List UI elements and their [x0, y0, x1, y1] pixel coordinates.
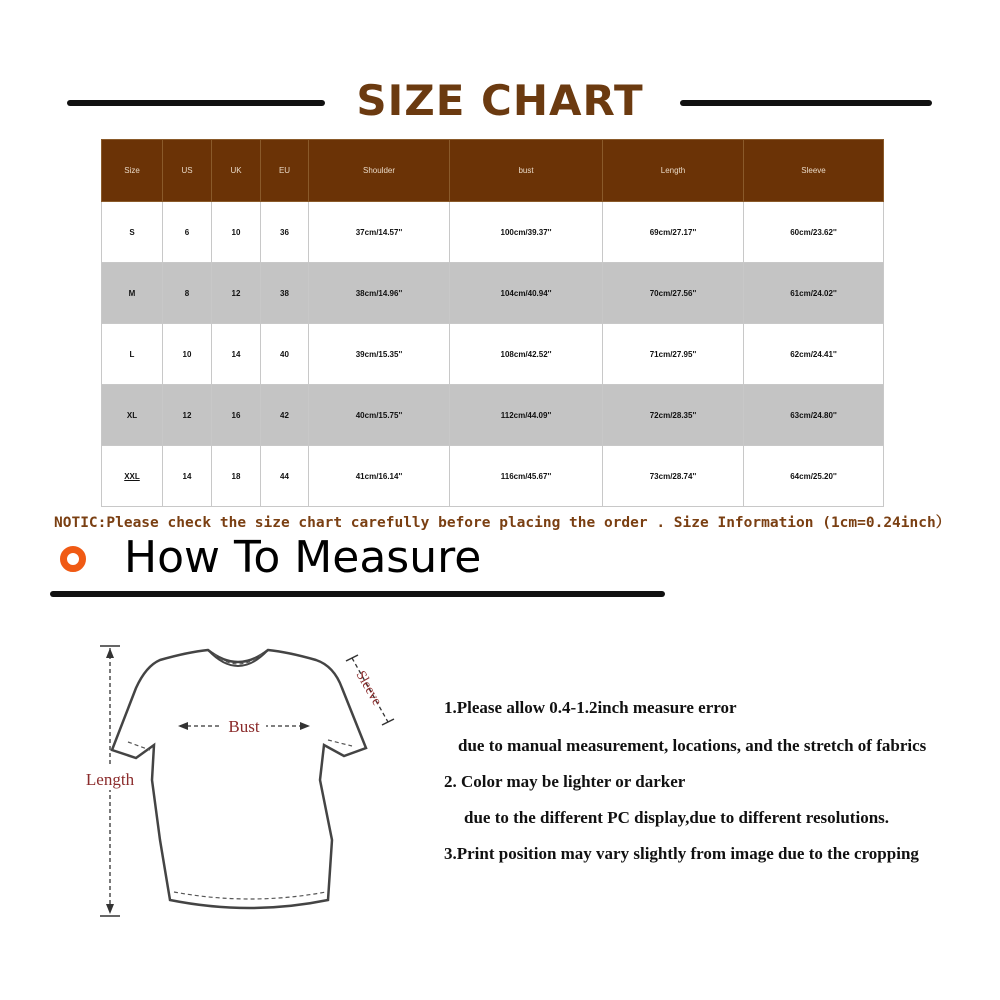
tshirt-diagram: [80, 630, 410, 930]
title-divider-left: [67, 100, 325, 106]
sleeve-top-cap: [346, 655, 358, 661]
sleeve-label: Sleeve: [352, 668, 385, 709]
note-line: 2. Color may be lighter or darker: [444, 772, 686, 791]
bust-label: Bust: [228, 717, 260, 736]
size-chart-header: [0, 72, 1000, 132]
length-arrow-top-head: [106, 648, 114, 658]
table-cell: 112cm/44.09'': [450, 385, 603, 446]
table-cell: 6: [163, 202, 212, 263]
table-cell: 41cm/16.14'': [309, 446, 450, 507]
size-table: [101, 139, 884, 507]
length-arrow-bottom-head: [106, 904, 114, 914]
table-cell: 116cm/45.67'': [450, 446, 603, 507]
table-cell: 38cm/14.96'': [309, 263, 450, 324]
sleeve-bottom-cap: [382, 719, 394, 725]
column-header: UK: [212, 140, 261, 202]
table-cell: XXL: [102, 446, 163, 507]
table-cell: 72cm/28.35'': [603, 385, 744, 446]
table-cell: 12: [163, 385, 212, 446]
table-cell: 36: [261, 202, 309, 263]
table-cell: 104cm/40.94'': [450, 263, 603, 324]
table-row: [102, 446, 884, 507]
table-row: [102, 324, 884, 385]
section-title: How To Measure: [124, 532, 482, 583]
table-cell: 63cm/24.80'': [744, 385, 884, 446]
table-cell: 60cm/23.62'': [744, 202, 884, 263]
note-line: due to manual measurement, locations, and the stretch of fabrics: [458, 736, 927, 755]
ring-bullet-icon: [60, 546, 86, 572]
table-row: [102, 385, 884, 446]
column-header: bust: [450, 140, 603, 202]
note-line: 1.Please allow 0.4-1.2inch measure error: [444, 698, 737, 717]
table-cell: 38: [261, 263, 309, 324]
table-cell: 64cm/25.20'': [744, 446, 884, 507]
table-cell: 70cm/27.56'': [603, 263, 744, 324]
column-header: US: [163, 140, 212, 202]
table-row: [102, 263, 884, 324]
table-cell: 39cm/15.35'': [309, 324, 450, 385]
column-header: EU: [261, 140, 309, 202]
length-label: Length: [85, 770, 135, 789]
table-cell: L: [102, 324, 163, 385]
table-cell: S: [102, 202, 163, 263]
section-divider: [50, 591, 665, 597]
table-cell: 40cm/15.75'': [309, 385, 450, 446]
note-line: 3.Print position may vary slightly from image due to the cropping: [444, 844, 919, 863]
table-cell: M: [102, 263, 163, 324]
table-header-row: [102, 140, 884, 202]
column-header: Length: [603, 140, 744, 202]
shirt-outline: [112, 650, 366, 908]
table-cell: 61cm/24.02'': [744, 263, 884, 324]
column-header: Size: [102, 140, 163, 202]
table-cell: 10: [163, 324, 212, 385]
table-cell: 14: [212, 324, 261, 385]
table-cell: 71cm/27.95'': [603, 324, 744, 385]
table-cell: 40: [261, 324, 309, 385]
table-cell: 42: [261, 385, 309, 446]
table-cell: XL: [102, 385, 163, 446]
column-header: Shoulder: [309, 140, 450, 202]
table-cell: 37cm/14.57'': [309, 202, 450, 263]
table-cell: 14: [163, 446, 212, 507]
table-cell: 73cm/28.74'': [603, 446, 744, 507]
table-cell: 100cm/39.37'': [450, 202, 603, 263]
table-cell: 10: [212, 202, 261, 263]
table-cell: 18: [212, 446, 261, 507]
table-cell: 12: [212, 263, 261, 324]
note-line: due to the different PC display,due to different resolutions.: [464, 808, 890, 827]
table-cell: 108cm/42.52'': [450, 324, 603, 385]
table-cell: 62cm/24.41'': [744, 324, 884, 385]
size-notice: NOTIC:Please check the size chart carefully before placing the order . Size Information (1cm=0.24inch）: [54, 515, 951, 531]
how-to-measure-header: [50, 532, 670, 598]
title-divider-right: [680, 100, 932, 106]
table-cell: 8: [163, 263, 212, 324]
table-cell: 44: [261, 446, 309, 507]
table-cell: 69cm/27.17'': [603, 202, 744, 263]
page-title: SIZE CHART: [356, 76, 644, 125]
table-row: [102, 202, 884, 263]
table-cell: 16: [212, 385, 261, 446]
column-header: Sleeve: [744, 140, 884, 202]
